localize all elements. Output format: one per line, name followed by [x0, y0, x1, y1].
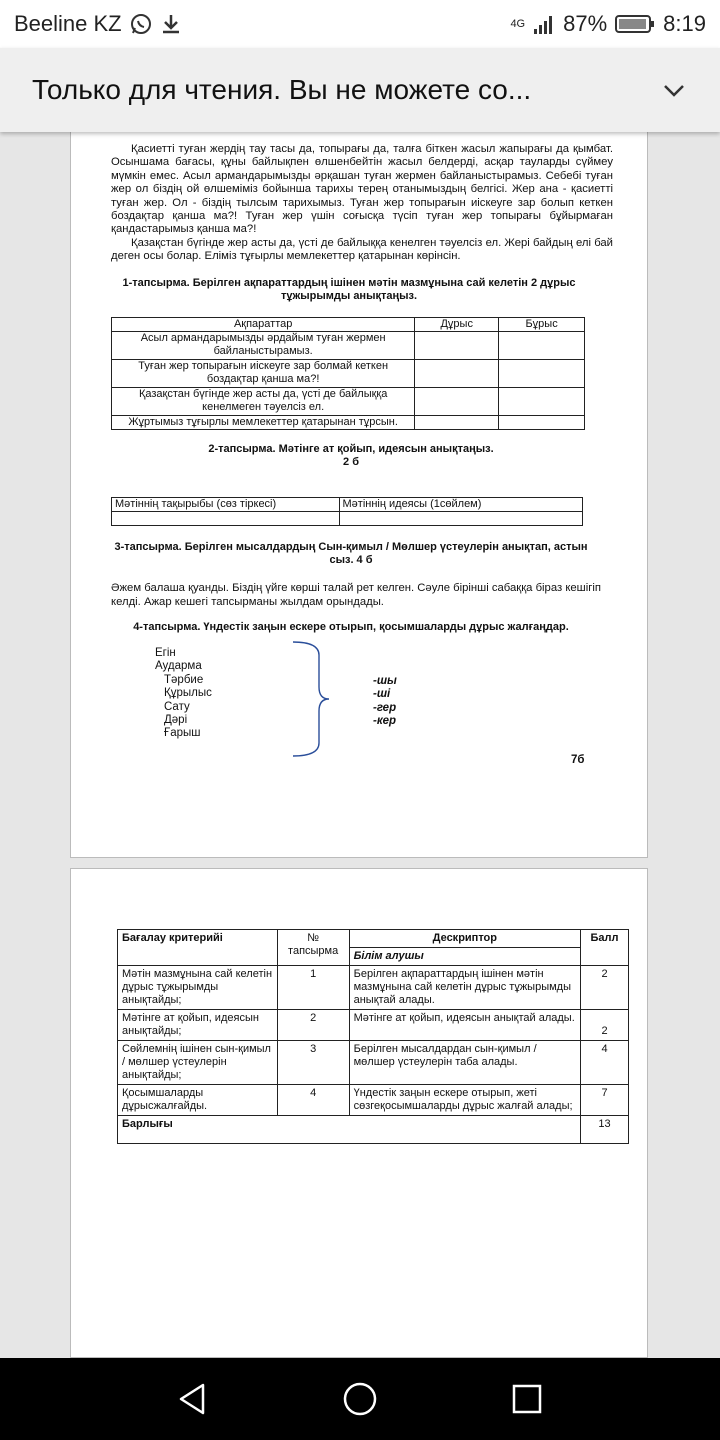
criteria-cell: Мәтінге ат қойып, идеясын анықтайды;: [118, 1010, 278, 1041]
chevron-down-icon[interactable]: [660, 76, 688, 104]
suffix-item: -ші: [373, 688, 391, 701]
criteria-cell: Мәтін мазмұнына сай келетін дұрыс тұжырымды анықтайды;: [118, 966, 278, 1010]
task1-title: 1-тапсырма. Берілген ақпараттардың ішінен мәтін мазмұнына сай келетін 2 дұрыс тұжырымды анықтаңыз.: [122, 277, 576, 302]
download-icon: [160, 13, 182, 35]
header-descriptor: Дескриптор: [349, 930, 580, 948]
suffix-item: -кер: [373, 715, 397, 728]
suffix-item: -шы: [373, 675, 397, 687]
table1-empty-cell[interactable]: [415, 360, 499, 388]
table-row: [118, 1041, 629, 1085]
total-label: Барлығы: [118, 1116, 581, 1144]
document-page-2[interactable]: [70, 868, 648, 1358]
suffix-item: -гер: [373, 701, 397, 714]
table1-header: Дұрыс: [415, 318, 499, 332]
table1-cell: Туған жер топырағын иіскеуге зар болмай кеткен боздақтар қанша ма?!: [112, 360, 415, 388]
total-row: [118, 1116, 629, 1144]
table1-header: Ақпараттар: [112, 318, 415, 332]
table-row: [118, 1085, 629, 1116]
read-only-banner: Только для чтения. Вы не можете со...: [32, 74, 532, 105]
paragraph-1: Қасиетті туған жердің тау тасы да, топырағы да, талға біткен жасыл жапырағы да қымбат. Осыншама бағасы, құны байлықпен өлшенбейтін жасыл белдерді, асқар тауларды сүймеу мүмкін емес. Асыл армандарымызды әрқашан туған жермен байланыстырамыз. Себебі туған жер ол біздің ой өлшеміміз бойынша тарихы терең отанымыздың белгісі. Жер ана - қасиетті туған жер. Ол - біздің тылсым тарихымыз. Туған жер топырағын иіскеуге зар болып кеткен боздақтар қанша ма?! Туған жер үшін соғысқа түсіп туған жер топырағы бұйырмаған қандастарымыз қанша ма?!: [111, 143, 613, 236]
header-learner: Білім алушы: [349, 948, 580, 966]
score-cell: 2: [581, 1010, 629, 1041]
paragraph-2: Қазақстан бүгінде жер асты да, үсті де байлыққа кенелген тәуелсіз ел. Жері байдың елі бай деген осы болар. Еліміз тұғырлы мемлекеттер қатарынан көрінсін.: [111, 236, 613, 263]
task1-table: [111, 317, 585, 430]
table1-empty-cell[interactable]: [499, 332, 585, 360]
battery-icon: [615, 14, 655, 34]
task4-title: 4-тапсырма. Үндестік заңын ескере отырып, қосымшаларды дұрыс жалғаңдар.: [133, 621, 569, 633]
task4-word-list: [155, 647, 212, 741]
task3-title: 3-тапсырма. Берілген мысалдардың Сын-қимыл / Мөлшер үстеулерін анықтап, астын сыз. 4 б: [114, 541, 588, 566]
criteria-cell: Сөйлемнің ішінен сын-қимыл / мөлшер үстеулерін анықтайды;: [118, 1041, 278, 1085]
table1-empty-cell[interactable]: [499, 360, 585, 388]
task-cell: 4: [277, 1085, 349, 1116]
word-item: Егін: [155, 647, 176, 659]
descriptor-cell: Мәтінге ат қойып, идеясын анықтай алады.: [349, 1010, 580, 1041]
descriptor-cell: Берілген мысалдардан сын-қимыл / мөлшер үстеулерін таба алады.: [349, 1041, 580, 1085]
word-item: Аударма: [155, 660, 202, 673]
table2-header: Мәтіннің тақырыбы (сөз тіркесі): [112, 498, 340, 512]
carrier-name: Beeline KZ: [14, 11, 122, 36]
curly-brace-icon: [289, 639, 329, 759]
word-item: Құрылыс: [164, 687, 212, 700]
table1-empty-cell[interactable]: [415, 416, 499, 430]
table-row: [118, 1010, 629, 1041]
whatsapp-icon: [130, 13, 152, 35]
back-icon[interactable]: [175, 1381, 211, 1417]
header-score: Балл: [581, 930, 629, 966]
score-cell: 2: [581, 966, 629, 1010]
table1-empty-cell[interactable]: [499, 416, 585, 430]
word-item: Дәрі: [164, 714, 188, 727]
word-item: Сату: [164, 700, 190, 713]
network-type: 4G: [510, 18, 526, 30]
app-bar: [0, 48, 720, 132]
signal-icon: [533, 13, 555, 35]
criteria-cell: Қосымшаларды дұрысжалғайды.: [118, 1085, 278, 1116]
table1-header: Бұрыс: [499, 318, 585, 332]
task-cell: 1: [277, 966, 349, 1010]
task4-points: 7б: [571, 754, 585, 766]
table-row: [118, 966, 629, 1010]
table1-empty-cell[interactable]: [415, 388, 499, 416]
task3-sentences: Әжем балаша қуанды. Біздің үйге көрші талай рет келген. Сәуле бірінші сабаққа біраз кешігіп келді. Ажар кешегі тапсырманы жылдам орындады.: [111, 582, 601, 608]
battery-percent: 87%: [563, 11, 608, 36]
table1-empty-cell[interactable]: [499, 388, 585, 416]
score-cell: 4: [581, 1041, 629, 1085]
task4-suffix-list: [373, 675, 397, 729]
table1-cell: Жұртымыз тұғырлы мемлекеттер қатарынан тұрсын.: [112, 416, 415, 430]
clock: 8:19: [663, 11, 706, 36]
task-cell: 3: [277, 1041, 349, 1085]
task-cell: 2: [277, 1010, 349, 1041]
task2-title: [151, 443, 551, 469]
table2-header: Мәтіннің идеясы (1сөйлем): [339, 498, 582, 512]
table2-empty-cell[interactable]: [339, 512, 582, 526]
table1-empty-cell[interactable]: [415, 332, 499, 360]
score-cell: 7: [581, 1085, 629, 1116]
descriptor-cell: Үндестік заңын ескере отырып, жеті сөзгеқосымшаларды дұрыс жалғай алады;: [349, 1085, 580, 1116]
task2-points: 2 б: [343, 456, 359, 468]
assessment-table: [117, 929, 629, 1144]
status-bar: [0, 0, 720, 48]
descriptor-cell: Берілген ақпараттардың ішінен мәтін мазмұнына сай келетін дұрыс тұжырымды анықтай алады.: [349, 966, 580, 1010]
word-item: Ғарыш: [164, 727, 201, 740]
recents-icon[interactable]: [509, 1381, 545, 1417]
home-icon[interactable]: [342, 1381, 378, 1417]
task2-table: [111, 497, 583, 526]
word-item: Тәрбие: [164, 673, 204, 686]
header-task-no: № тапсырма: [277, 930, 349, 966]
table2-empty-cell[interactable]: [112, 512, 340, 526]
text-paragraph: [111, 143, 613, 264]
total-score: 13: [581, 1116, 629, 1144]
task2-title-text: 2-тапсырма. Мәтінге ат қойып, идеясын анықтаңыз.: [208, 443, 494, 455]
document-page-1[interactable]: [70, 118, 648, 858]
header-criteria: Бағалау критерийі: [118, 930, 278, 966]
table1-cell: Асыл армандарымызды әрдайым туған жермен байланыстырамыз.: [112, 332, 415, 360]
navigation-bar: [0, 1358, 720, 1440]
table1-cell: Қазақстан бүгінде жер асты да, үсті де байлыққа кенелмеген тәуелсіз ел.: [112, 388, 415, 416]
